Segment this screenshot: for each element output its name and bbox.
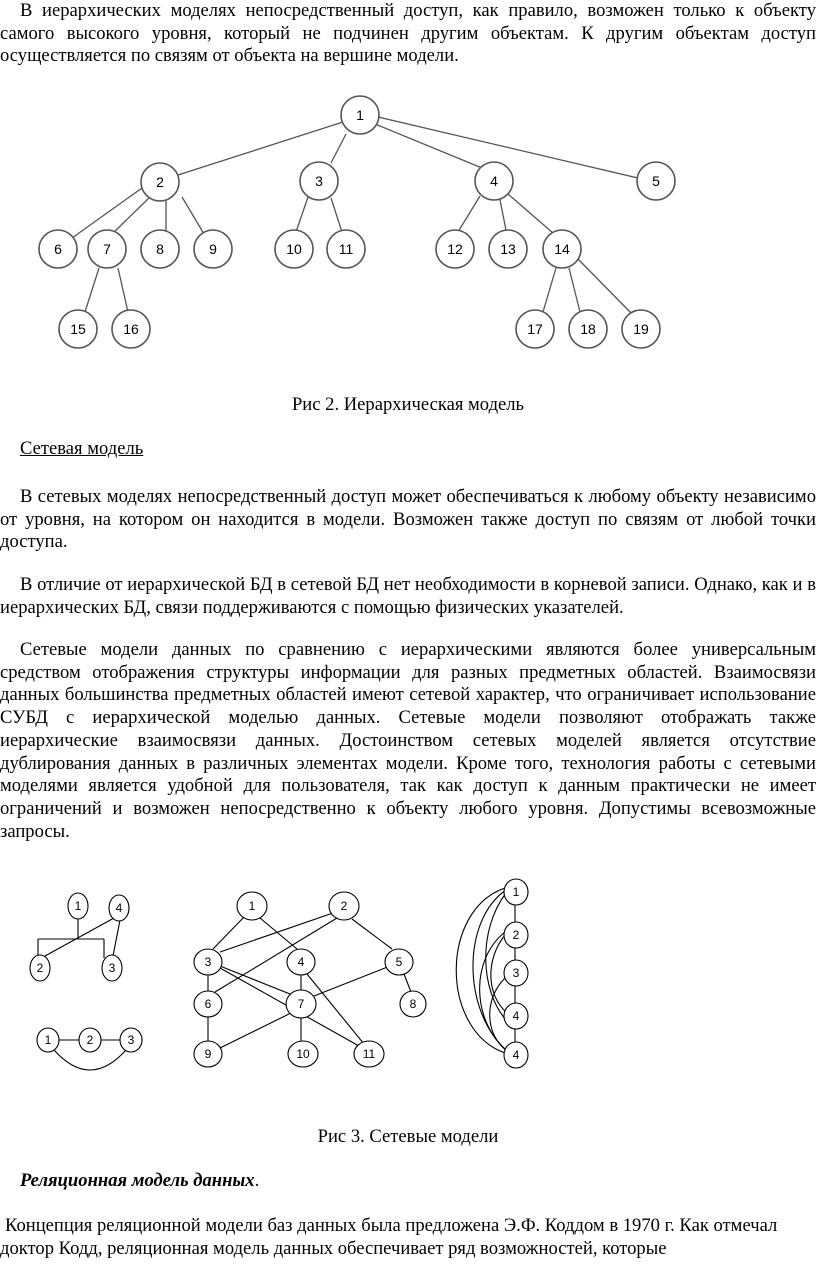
heading-relational-period: . [254,1170,260,1191]
net-r-label-4b: 4 [512,1048,520,1062]
net-r-label-1: 1 [512,885,520,899]
network-models-diagram [0,878,816,1078]
net-m-label-1: 1 [248,899,256,913]
paragraph-network-advantages: Сетевые модели данных по сравнению с иерархическими являются более универсальным средством отображения структуры информации для разных предметных областей. Взаимосвязи данных большинства предметных областей имеют сетевой характер, что ограничивает использование СУБД с иерархической моделью данных. Сетевые модели позволяют отображать также иерархические взаимосвязи данных. Достоинством сетевых моделей является отсутствие дублирования данных в различных элементах модели. Кроме того, технология работы с сетевыми моделями является удобной для пользователя, так как доступ к данным практически не имеет ограничений и возможен непосредственно к объекту любого уровня. Допустимы всевозможные запросы. [0,639,816,842]
tree-label-6: 6 [54,241,62,257]
net-a-label-3: 3 [108,961,116,975]
net-b-label-2: 2 [86,1033,94,1047]
paragraph-hierarchical-access: В иерархических моделях непосредственный доступ, как правило, возможен только к объекту самого высокого уровня, который не подчинен другим объектам. К другим объектам доступ осуществляется по связям от объекта на вершине модели. [0,0,816,67]
tree-label-14: 14 [554,241,570,257]
net-a-label-2: 2 [36,961,44,975]
net-r-label-2: 2 [512,928,520,942]
net-m-label-11: 11 [362,1047,376,1061]
tree-label-8: 8 [156,241,164,257]
tree-label-17: 17 [527,321,543,337]
tree-label-10: 10 [286,241,302,257]
net-m-label-8: 8 [409,997,417,1011]
net-m-label-10: 10 [296,1047,310,1061]
net-m-label-7: 7 [297,997,305,1011]
net-r-label-4a: 4 [512,1009,520,1023]
middle-network-edges [208,913,411,1048]
tree-label-15: 15 [70,321,86,337]
net-m-label-9: 9 [204,1047,212,1061]
heading-network-model: Сетевая модель [20,438,144,459]
net-b-label-3: 3 [127,1033,135,1047]
tree-label-11: 11 [338,241,354,257]
net-m-label-6: 6 [204,997,212,1011]
net-a-label-1: 1 [74,899,82,913]
hierarchical-tree-diagram [0,88,816,358]
tree-label-19: 19 [633,321,649,337]
figure2-caption: Рис 2. Иерархическая модель [291,394,525,415]
net-b-label-1: 1 [44,1033,52,1047]
paragraph-relational-concept: Концепция реляционной модели баз данных была предложена Э.Ф. Коддом в 1970 г. Как отмечал доктор Кодд, реляционная модель данных обеспечивает ряд возможностей, которые [0,1215,778,1259]
heading-relational-text: Реляционная модель данных [20,1170,255,1191]
paragraph-network-root: В отличие от иерархической БД в сетевой БД нет необходимости в корневой записи. Однако, как и в иерархических БД, связи поддерживаются с помощью физических указателей. [0,574,816,618]
tree-label-7: 7 [103,241,111,257]
paragraph-network-access: В сетевых моделях непосредственный доступ может обеспечиваться к любому объекту независимо от уровня, на котором он находится в модели. Возможен также доступ по связям от любой точки доступа. [0,486,816,553]
tree-label-9: 9 [209,241,217,257]
net-m-label-2: 2 [340,899,348,913]
tree-label-4: 4 [490,173,498,189]
net-a-label-4: 4 [115,901,123,915]
tree-edges [72,117,638,314]
tree-label-18: 18 [580,321,596,337]
tree-node-labels [54,107,660,337]
tree-label-3: 3 [315,173,323,189]
net-m-label-4: 4 [297,955,305,969]
tree-label-5: 5 [652,173,660,189]
tree-label-13: 13 [500,241,516,257]
tree-label-16: 16 [123,321,139,337]
tree-label-1: 1 [356,107,364,123]
heading-relational-model [20,1170,259,1192]
tree-label-2: 2 [156,174,164,190]
small-model-a-edges [38,916,120,958]
figure3-caption: Рис 3. Сетевые модели [317,1126,499,1147]
net-m-label-3: 3 [204,955,212,969]
net-r-label-3: 3 [512,966,520,980]
tree-label-12: 12 [447,241,463,257]
net-m-label-5: 5 [395,955,403,969]
